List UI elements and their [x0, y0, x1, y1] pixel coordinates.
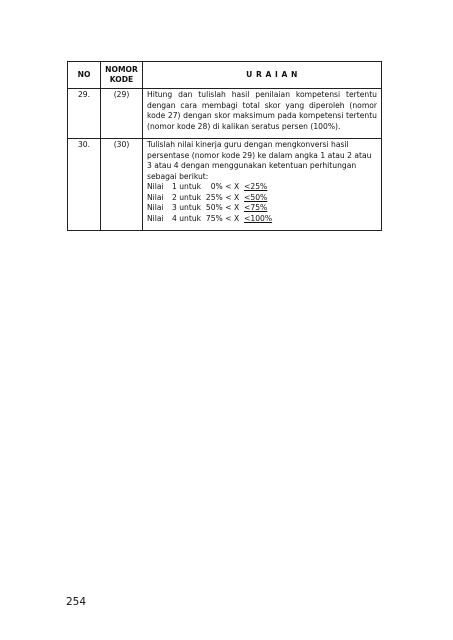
table-row [68, 139, 382, 231]
header-kode-line1: NOMOR [105, 65, 138, 74]
table-row [68, 89, 382, 139]
header-no: NO [68, 62, 101, 89]
instruction-table [67, 61, 382, 231]
row-kode: (29) [101, 89, 143, 139]
header-uraian: U R A I A N [143, 62, 382, 89]
conversion-rule: Nilai 4 untuk 75% < X <100% [147, 213, 273, 223]
conversion-rule: Nilai 1 untuk 0% < X <25% [147, 182, 268, 191]
conversion-rules [147, 182, 377, 224]
row-no: 29. [68, 89, 101, 139]
row-uraian [143, 139, 382, 231]
uraian-text: Tulislah nilai kinerja guru dengan mengkonversi hasil persentase (nomor kode 29) ke dalam angka 1 atau 2 atau 3 atau 4 dengan menggunakan ketentuan perhitungan sebagai berikut: [147, 140, 372, 181]
page-number: 254 [66, 596, 87, 608]
header-kode-line2: KODE [109, 75, 134, 84]
header-nomor-kode [101, 62, 143, 89]
conversion-rule: Nilai 2 untuk 25% < X <50% [147, 192, 268, 202]
table-header-row [68, 62, 382, 89]
row-kode: (30) [101, 139, 143, 231]
row-no: 30. [68, 139, 101, 231]
conversion-rule: Nilai 3 untuk 50% < X <75% [147, 203, 268, 212]
uraian-text: Hitung dan tulislah hasil penilaian kompetensi tertentu dengan cara membagi total skor yang diperoleh (nomor kode 27) dengan skor maksimum pada kompetensi tertentu (nomor kode 28) di kalikan seratus persen (100%). [147, 90, 377, 131]
row-uraian [143, 89, 382, 139]
